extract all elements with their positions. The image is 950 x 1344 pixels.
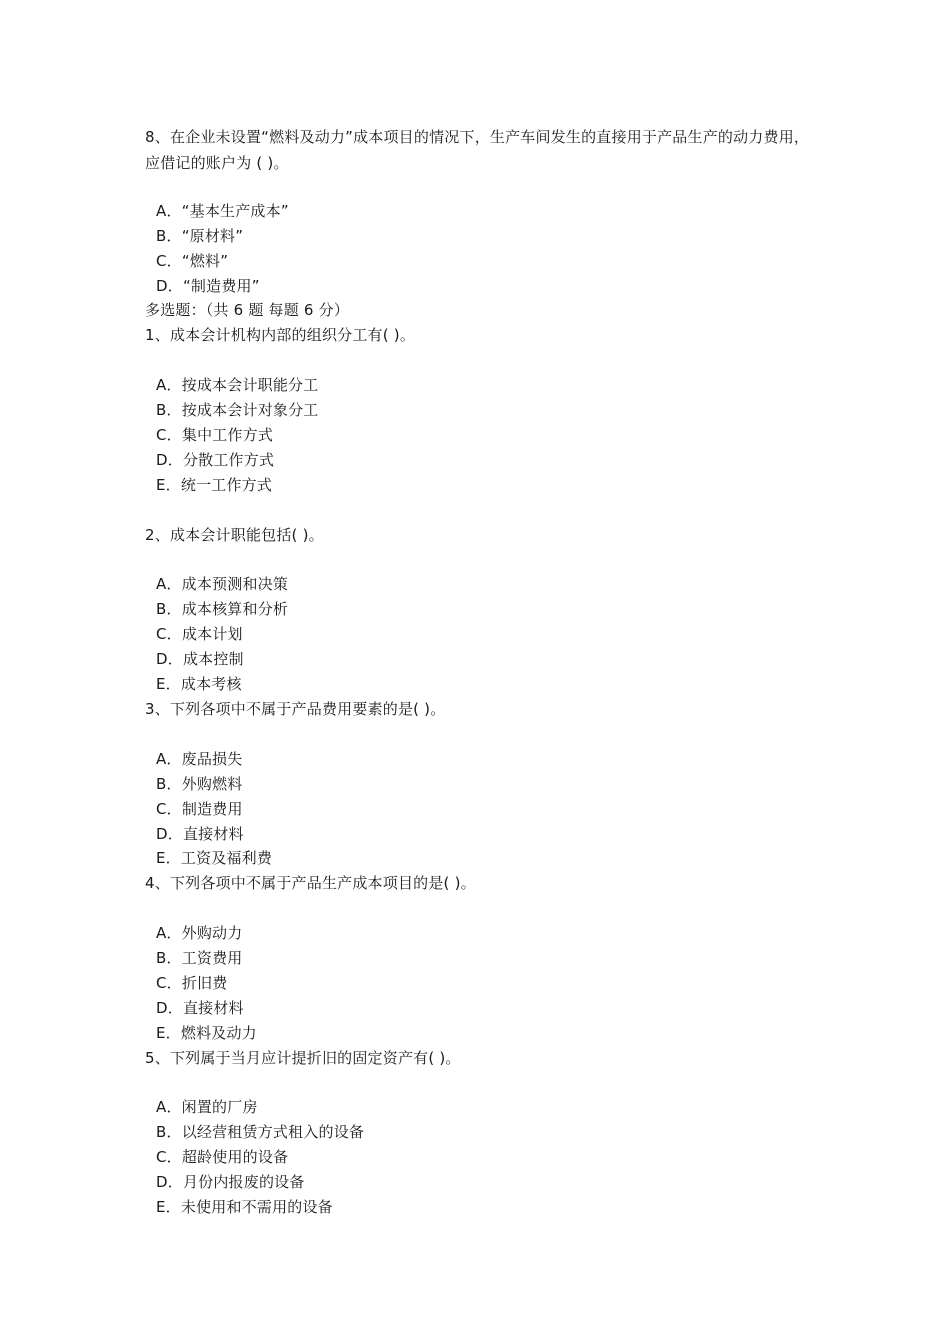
q3-option-a: A．废品损失 xyxy=(156,750,243,768)
q5-option-c: C．超龄使用的设备 xyxy=(156,1148,289,1166)
q5-option-d: D．月份内报废的设备 xyxy=(156,1173,305,1191)
q2-option-c: C．成本计划 xyxy=(156,625,243,643)
question-2-text: 2、成本会计职能包括( )。 xyxy=(145,526,324,544)
question-5-text: 5、下列属于当月应计提折旧的固定资产有( )。 xyxy=(145,1049,461,1067)
q8-option-c: C．“燃料” xyxy=(156,252,229,270)
q4-option-d: D．直接材料 xyxy=(156,999,244,1017)
q4-option-a: A．外购动力 xyxy=(156,924,243,942)
q8-option-b: B．“原材料” xyxy=(156,227,244,245)
q5-option-e: E．未使用和不需用的设备 xyxy=(156,1198,333,1216)
q3-option-b: B．外购燃料 xyxy=(156,775,243,793)
question-4-text: 4、下列各项中不属于产品生产成本项目的是( )。 xyxy=(145,874,476,892)
q3-option-d: D．直接材料 xyxy=(156,825,244,843)
q4-option-e: E．燃料及动力 xyxy=(156,1024,257,1042)
q1-option-e: E．统一工作方式 xyxy=(156,476,273,494)
q1-option-c: C．集中工作方式 xyxy=(156,426,274,444)
question-3-text: 3、下列各项中不属于产品费用要素的是( )。 xyxy=(145,700,446,718)
q1-option-a: A．按成本会计职能分工 xyxy=(156,376,319,394)
question-1-text: 1、成本会计机构内部的组织分工有( )。 xyxy=(145,326,416,344)
q2-option-d: D．成本控制 xyxy=(156,650,244,668)
question-8-text: 8、在企业未设置“燃料及动力”成本项目的情况下，生产车间发生的直接用于产品生产的动力费用，应借记的账户为 ( )。 xyxy=(145,128,810,172)
q2-option-a: A．成本预测和决策 xyxy=(156,575,289,593)
q2-option-b: B．成本核算和分析 xyxy=(156,600,289,618)
q4-option-c: C．折旧费 xyxy=(156,974,228,992)
q1-option-b: B．按成本会计对象分工 xyxy=(156,401,319,419)
q4-option-b: B．工资费用 xyxy=(156,949,243,967)
q5-option-b: B．以经营租赁方式租入的设备 xyxy=(156,1123,365,1141)
q8-option-a: A．“基本生产成本” xyxy=(156,202,289,220)
q2-option-e: E．成本考核 xyxy=(156,675,242,693)
q3-option-c: C．制造费用 xyxy=(156,800,243,818)
q1-option-d: D．分散工作方式 xyxy=(156,451,275,469)
q5-option-a: A．闲置的厂房 xyxy=(156,1098,258,1116)
q8-option-d: D．“制造费用” xyxy=(156,277,260,295)
section-header-multiple-choice: 多选题：（共 6 题 每题 6 分） xyxy=(145,301,350,319)
q3-option-e: E．工资及福利费 xyxy=(156,849,273,867)
